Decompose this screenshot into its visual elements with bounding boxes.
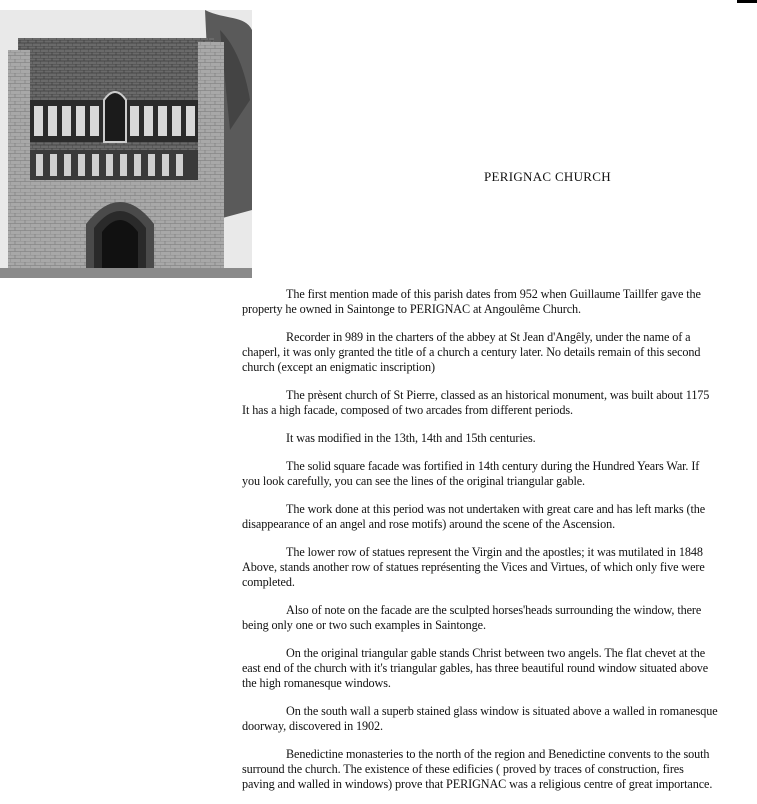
paragraph-8: Also of note on the facade are the sculpted horses'heads surrounding the window, there being only one or two such examples in Saintonge. — [242, 603, 702, 632]
paragraph-3: The prèsent church of St Pierre, classed as an historical monument, was built about 1175 It has a high facade, composed of two arcades from different periods. — [242, 388, 710, 417]
page-title: PERIGNAC CHURCH — [484, 169, 611, 184]
paragraph-1: The first mention made of this parish dates from 952 when Guillaume Taillfer gave the property he owned in Saintonge to PERIGNAC at Angoulême Church. — [242, 287, 701, 316]
paragraph-2: Recorder in 989 in the charters of the abbey at St Jean d'Angêly, under the name of a chaperl, it was only granted the title of a church a century later. No details remain of this second church (except an enigmatic inscription) — [242, 330, 701, 374]
corner-mark — [737, 0, 757, 3]
paragraph-10: On the south wall a superb stained glass window is situated above a walled in romanesque doorway, discovered in 1902. — [242, 704, 718, 733]
paragraph-7: The lower row of statues represent the Virgin and the apostles; it was mutilated in 1848 Above, stands another row of statues représenting the Vices and Virtues, of which only five were completed. — [242, 545, 705, 589]
church-facade-photo — [0, 10, 252, 278]
paragraph-6: The work done at this period was not undertaken with great care and has left marks (the disappearance of an angel and rose motifs) around the scene of the Ascension. — [242, 502, 706, 531]
paragraph-11: Benedictine monasteries to the north of the region and Benedictine convents to the south surround the church. The existence of these edificies ( proved by traces of construction, fires paving and walled in windows) prove that PERIGNAC was a religious centre of great importance. — [242, 747, 713, 791]
paragraph-4: It was modified in the 13th, 14th and 15th centuries. — [286, 431, 536, 445]
paragraph-9: On the original triangular gable stands Christ between two angels. The flat chevet at the east end of the church with it's triangular gables, has three beautiful round window situated above the high romanesque windows. — [242, 646, 709, 690]
paragraph-5: The solid square facade was fortified in 14th century during the Hundred Years War. If you look carefully, you can see the lines of the original triangular gable. — [242, 459, 700, 488]
body-text — [242, 287, 718, 804]
